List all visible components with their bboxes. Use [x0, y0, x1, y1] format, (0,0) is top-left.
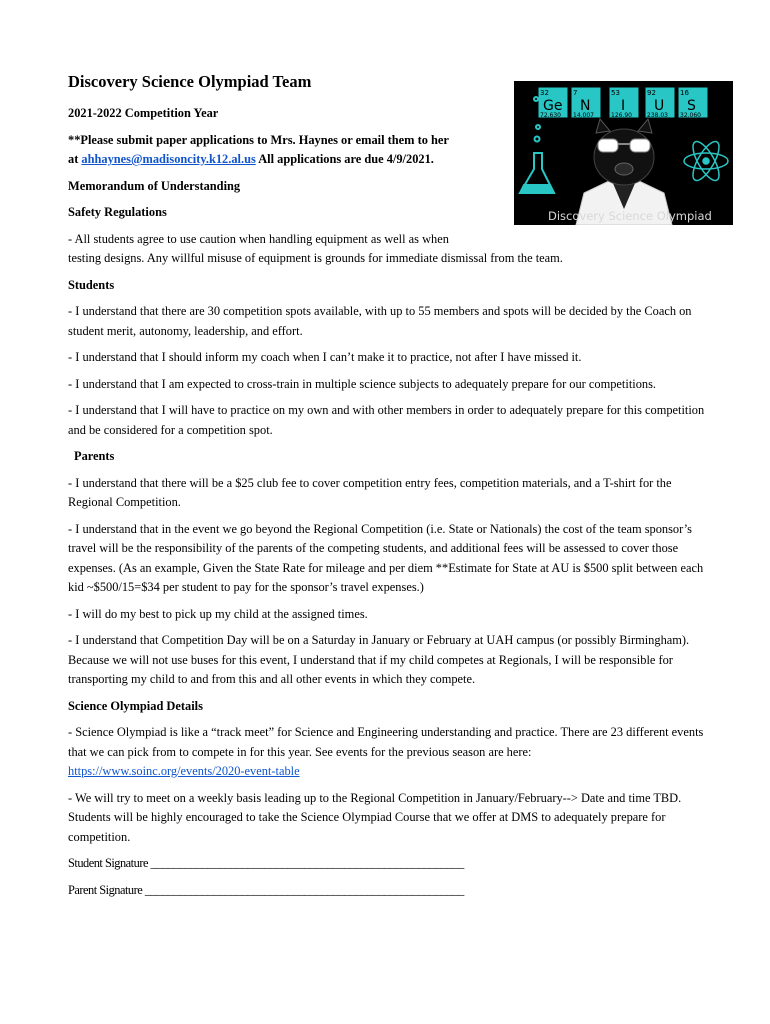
- events-link[interactable]: https://www.soinc.org/events/2020-event-table: [68, 764, 300, 778]
- tile-sym-ge: Ge: [543, 98, 563, 114]
- element-tile-ge: [538, 87, 568, 119]
- students-heading: Students: [68, 277, 115, 292]
- students-item-1: - I understand that there are 30 competition spots available, with up to 55 members and spots will be decided by the Coach on student merit, autonomy, leadership, and effort.: [68, 304, 692, 338]
- element-tile-n: [571, 87, 601, 119]
- submit-due: All applications are due 4/9/2021.: [255, 152, 434, 166]
- submit-at: at: [68, 152, 82, 166]
- details-item-2: - We will try to meet on a weekly basis leading up to the Regional Competition in January/February--> Date and time TBD. Students will be highly encouraged to take the Science Olympiad Course that we offer at DMS to adequately prepare for competition.: [68, 790, 682, 844]
- element-tile-i: [609, 87, 639, 119]
- tile-mass-s: 32.060: [680, 112, 701, 119]
- parent-signature-line: Parent Signature ________________________________________________________: [68, 882, 464, 897]
- safety-paragraph: [68, 230, 708, 269]
- safety-line-1: - All students agree to use caution when handling equipment as well as when: [68, 231, 449, 246]
- details-item-1: [68, 723, 708, 782]
- safety-heading: Safety Regulations: [68, 205, 167, 219]
- details-heading: Science Olympiad Details: [68, 698, 203, 713]
- tile-mass-ge: 72.630: [540, 112, 561, 119]
- element-tile-s: [678, 87, 708, 119]
- parents-heading: Parents: [74, 449, 115, 463]
- memo-heading: Memorandum of Understanding: [68, 178, 241, 193]
- tile-sym-i: I: [621, 98, 626, 114]
- email-link[interactable]: ahhaynes@madisoncity.k12.al.us: [81, 152, 256, 166]
- tile-sym-s: S: [687, 98, 696, 114]
- document-title: Discovery Science Olympiad Team: [68, 72, 312, 91]
- students-item-2: - I understand that I should inform my coach when I can’t make it to practice, not after I have missed it.: [68, 350, 582, 364]
- safety-line-2: testing designs. Any willful misuse of equipment is grounds for immediate dismissal from the team.: [68, 251, 563, 265]
- atom-icon: [684, 138, 728, 184]
- students-item-4: - I understand that I will have to practice on my own and with other members in order to adequately prepare for this competition and be considered for a competition spot.: [68, 403, 705, 437]
- parents-item-4: - I understand that Competition Day will be on a Saturday in January or February at UAH campus (or possibly Birmingham). Because we will not use buses for this event, I understand that if my child competes at Regionals, I will be responsible for transporting my child to and from this and all other events in which they compete.: [68, 633, 690, 686]
- parents-item-3: - I will do my best to pick up my child at the assigned times.: [68, 606, 368, 621]
- parents-item-1: - I understand that there will be a $25 club fee to cover competition entry fees, competition materials, and a T-shirt for the Regional Competition.: [68, 475, 672, 509]
- tile-sym-n: N: [580, 98, 591, 114]
- tile-num-n: 7: [573, 89, 578, 97]
- tile-mass-n: 14.007: [573, 112, 594, 119]
- tile-num-i: 53: [611, 89, 620, 97]
- tile-mass-u: 238.03: [647, 112, 668, 119]
- logo-caption: Discovery Science Olympiad: [548, 209, 712, 223]
- students-item-3: - I understand that I am expected to cross-train in multiple science subjects to adequately prepare for our competitions.: [68, 376, 657, 391]
- tile-num-u: 92: [647, 89, 656, 97]
- tile-sym-u: U: [654, 98, 665, 114]
- element-tile-u: [645, 87, 675, 119]
- parents-item-2: - I understand that in the event we go beyond the Regional Competition (i.e. State or Nationals) the cost of the team sponsor’s travel will be the responsibility of the parents of the competing students, and additional fees will be assessed to cover those expenses. (As an example, Given the State Rate for mileage and per diem **Estimate for State at AU is $500 split between each kid ~$500/15=$34 per student to pay for the sponsor’s travel expenses.): [68, 521, 704, 594]
- submit-line: **Please submit paper applications to Mrs. Haynes or email them to her: [68, 132, 449, 147]
- student-signature-line: Student Signature _______________________________________________________: [68, 856, 464, 870]
- logo-graphic: [514, 81, 733, 225]
- details-text: - Science Olympiad is like a “track meet” for Science and Engineering understanding and practice. There are 23 different events that we can pick from to compete in for this year. See events for the previous season are here:: [68, 725, 704, 759]
- tile-mass-i: 126.90: [611, 112, 632, 119]
- tile-num-ge: 32: [540, 89, 549, 97]
- tile-num-s: 16: [680, 89, 689, 97]
- competition-year: 2021-2022 Competition Year: [68, 106, 219, 120]
- genius-logo: [514, 81, 733, 225]
